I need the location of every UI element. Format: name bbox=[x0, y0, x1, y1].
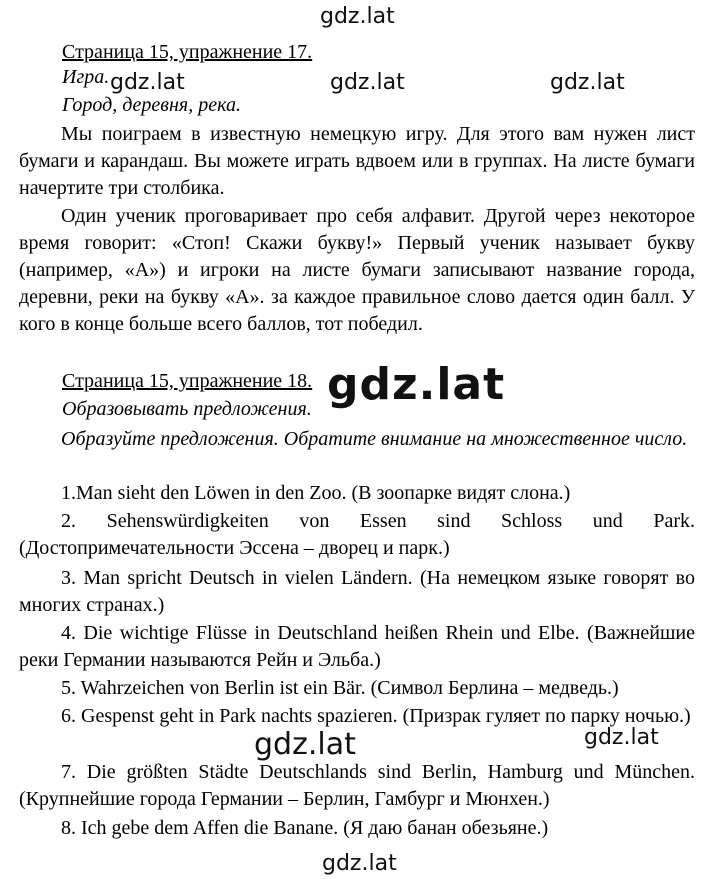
watermark-mid-left: gdz.lat bbox=[250, 730, 360, 760]
section18-task: Образуйте предложения. Обратите внимание на множественное число. bbox=[61, 428, 688, 450]
exercise-item-7: 7. Die größten Städte Deutschlands sind Berlin, Hamburg und München. (Крупнейшие города Германии – Берлин, Гамбург и Мюнхен.) bbox=[19, 761, 695, 810]
section18-label: Образовывать предложения. bbox=[62, 398, 312, 420]
watermark-large: gdz.lat bbox=[327, 359, 506, 410]
watermark-row2-right: gdz.lat bbox=[550, 70, 625, 95]
section17-subtitle: Город, деревня, река. bbox=[62, 94, 241, 116]
watermark-top: gdz.lat bbox=[320, 4, 395, 29]
watermark-bottom: gdz.lat bbox=[322, 851, 397, 876]
section17-paragraph-1: Мы поиграем в известную немецкую игру. Для этого вам нужен лист бумаги и карандаш. Вы можете играть вдвоем или в группах. На листе бумаги начертите три столбика. bbox=[19, 123, 695, 199]
exercise-item-3: 3. Man spricht Deutsch in vielen Ländern. (На немецком языке говорят во многих странах.) bbox=[19, 567, 695, 616]
section18-heading: Страница 15, упражнение 18. bbox=[62, 370, 313, 392]
watermark-row2-mid: gdz.lat bbox=[330, 70, 405, 95]
section17-heading: Страница 15, упражнение 17. bbox=[62, 41, 313, 63]
watermark-row2-left: gdz.lat bbox=[110, 70, 185, 95]
watermark-mid-right: gdz.lat bbox=[580, 727, 663, 749]
section17-label: Игра. bbox=[62, 66, 110, 88]
exercise-item-4: 4. Die wichtige Flüsse in Deutschland heißen Rhein und Elbe. (Важнейшие реки Германии называются Рейн и Эльба.) bbox=[19, 622, 695, 671]
exercise-item-5: 5. Wahrzeichen von Berlin ist ein Bär. (Символ Берлина – медведь.) bbox=[61, 677, 619, 699]
exercise-item-1: 1.Man sieht den Löwen in den Zoo. (В зоопарке видят слона.) bbox=[61, 482, 571, 504]
exercise-item-8: 8. Ich gebe dem Affen die Banane. (Я даю банан обезьяне.) bbox=[61, 817, 549, 839]
exercise-item-2: 2. Sehenswürdigkeiten von Essen sind Schloss und Park. (Достопримечательности Эссена – дворец и парк.) bbox=[19, 510, 695, 559]
section17-paragraph-2: Один ученик проговаривает про себя алфавит. Другой через некоторое время говорит: «Стоп! Скажи букву!» Первый ученик называет букву (например, «А») и игроки на листе бумаги записывают название города, деревни, реки на букву «А». за каждое правильное слово дается один балл. У кого в конце больше всего баллов, тот победил. bbox=[19, 205, 695, 335]
exercise-item-6: 6. Gespenst geht in Park nachts spazieren. (Призрак гуляет по парку ночью.) bbox=[61, 705, 691, 727]
